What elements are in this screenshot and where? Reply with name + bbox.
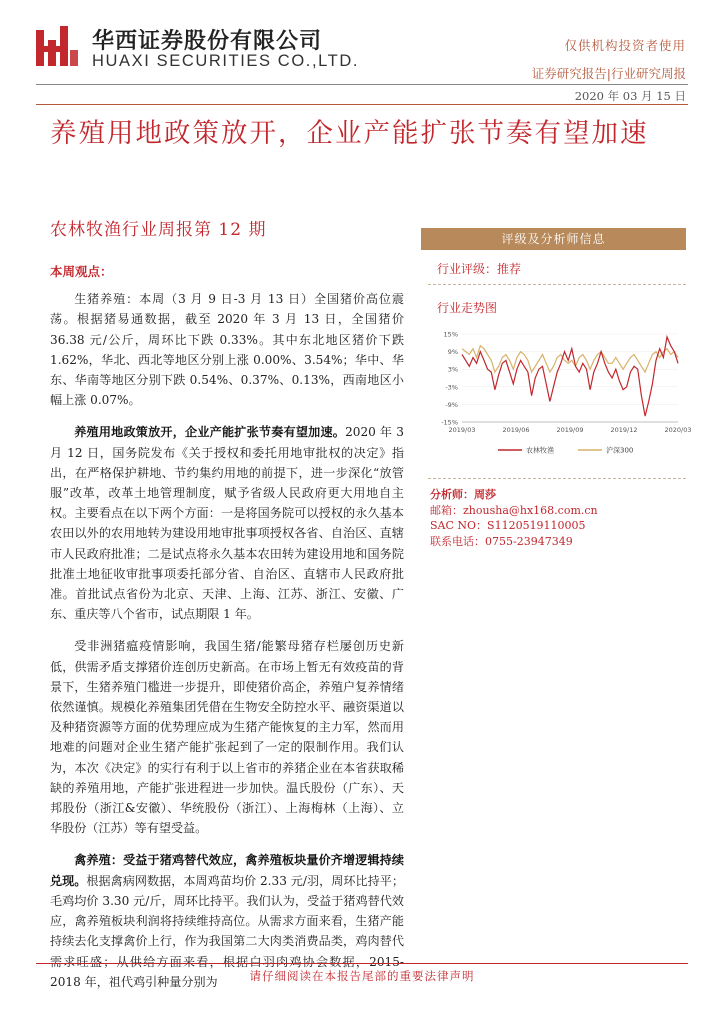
analyst-email: 邮箱：zhousha@hx168.com.cn xyxy=(430,503,598,517)
y-tick-label: 9% xyxy=(447,348,458,357)
trend-label: 行业走势图 xyxy=(437,301,498,315)
industry-rating: 行业评级：推荐 xyxy=(437,262,522,276)
sidebar-divider xyxy=(428,284,686,285)
poultry-lead: 禽养殖：受益于猪鸡替代效应，禽养殖板块量价齐增逻辑持续兑现。 xyxy=(50,853,404,888)
paragraph-hog: 生猪养殖：本周（3 月 9 日-3 月 13 日）全国猪价高位震荡。根据猪易通数据，截至 2020 年 3 月 13 日，全国猪价 36.38 元/公斤，周环比下跌 0.33%。其中东北地区猪价下跌 1.62%，华北、西北等地区分别上涨 0.00%、3.54%；华中、华东、华南等地区分别下跌 0.54%、0.37%、0.13%，西南地区小幅上涨 0.07%。 xyxy=(50,292,404,408)
footer-divider xyxy=(36,963,688,964)
series-line-csi300 xyxy=(462,346,678,372)
x-tick-label: 2019/09 xyxy=(556,426,584,434)
analyst-phone: 联系电话：0755-23947349 xyxy=(430,534,573,548)
company-name-cn: 华西证券股份有限公司 xyxy=(92,29,323,54)
y-tick-label: 15% xyxy=(443,330,458,339)
poultry-text: 根据禽病网数据，本周鸡苗均价 2.33 元/羽，周环比持平；毛鸡均价 3.30 元/斤，周环比持平。我们认为，受益于猪鸡替代效应，禽养殖板块利润将持续维持高位。从需求方面来看，生猪产能持续去化支撑禽价上行，作为我国第二大肉类消费品类，鸡肉替代需求旺盛；从供给方面来看，根据白羽肉鸡协会数据，2015-2018 年，祖代鸡引种量分别为 xyxy=(50,873,404,989)
report-date: 2020 年 03 月 15 日 xyxy=(574,89,686,103)
industry-trend-chart xyxy=(428,322,692,464)
huaxi-logo-icon xyxy=(36,26,80,70)
company-name-en: HUAXI SECURITIES CO.,LTD. xyxy=(92,52,360,70)
legal-notice: 请仔细阅读在本报告尾部的重要法律声明 xyxy=(249,969,475,983)
sidebar-divider xyxy=(428,478,686,479)
y-tick-label: -9% xyxy=(445,400,458,409)
y-tick-label: 3% xyxy=(447,365,458,374)
report-type: 证券研究报告|行业研究周报 xyxy=(531,66,686,81)
header-divider xyxy=(36,84,688,85)
analyst-name: 分析师：周莎 xyxy=(430,488,496,501)
audience-note: 仅供机构投资者使用 xyxy=(564,38,686,53)
y-tick-label: -15% xyxy=(441,418,458,427)
paragraph-policy xyxy=(50,422,404,624)
title-divider xyxy=(36,104,688,105)
rating-analyst-bar: 评级及分析师信息 xyxy=(421,228,686,250)
analyst-sac: SAC NO：S1120519110005 xyxy=(430,519,586,532)
legend-label: 农林牧渔 xyxy=(526,446,554,455)
section-heading: 本周观点： xyxy=(50,264,113,279)
report-title: 养殖用地政策放开，企业产能扩张节奏有望加速 xyxy=(50,118,649,149)
paragraph-impact: 受非洲猪瘟疫情影响，我国生猪/能繁母猪存栏屡创历史新低，供需矛盾支撑猪价连创历史新高。在市场上暂无有效疫苗的背景下，生猪养殖门槛进一步提升，即使猪价高企，养殖户复养情绪依然谨慎。规模化养殖集团凭借在生物安全防控水平、融资渠道以及种猪资源等方面的优势理应成为生猪产能恢复的主力军，然而用地难的问题对企业生猪产能扩张起到了一定的限制作用。我们认为，本次《决定》的实行有利于以上省市的养猪企业在本省获取稀缺的养殖用地，产能扩张进程进一步加快。温氏股份（广东）、天邦股份（浙江&安徽）、华统股份（浙江）、上海梅林（上海）、立华股份（江苏）等有望受益。 xyxy=(50,639,404,836)
x-tick-label: 2019/12 xyxy=(610,426,638,434)
y-tick-label: -3% xyxy=(445,383,458,392)
legend-label: 沪深300 xyxy=(606,446,634,455)
x-tick-label: 2019/06 xyxy=(502,426,530,434)
x-tick-label: 2019/03 xyxy=(448,426,476,434)
analyst-info xyxy=(430,487,598,549)
policy-lead: 养殖用地政策放开，企业产能扩张节奏有望加速。 xyxy=(74,425,346,440)
policy-text: 2020 年 3 月 12 日，国务院发布《关于授权和委托用地审批权的决定》指出，在严格保护耕地、节约集约用地的前提下，进一步深化“放管服”改革，改革土地管理制度，赋予省级人民政府更大用地自主权。主要看点在以下两个方面：一是将国务院可以授权的永久基本农田以外的农用地转为建设用地审批事项授权各省、自治区、直辖市人民政府批准；二是试点将永久基本农田转为建设用地和国务院批准土地征收审批事项委托部分省、自治区、直辖市人民政府批准。首批试点省份为北京、天津、上海、江苏、浙江、安徽、广东、重庆等八个省市，试点期限 1 年。 xyxy=(50,425,404,622)
main-content xyxy=(50,262,404,1004)
report-subtitle: 农林牧渔行业周报第 12 期 xyxy=(50,220,267,240)
x-tick-label: 2020/03 xyxy=(664,426,692,434)
